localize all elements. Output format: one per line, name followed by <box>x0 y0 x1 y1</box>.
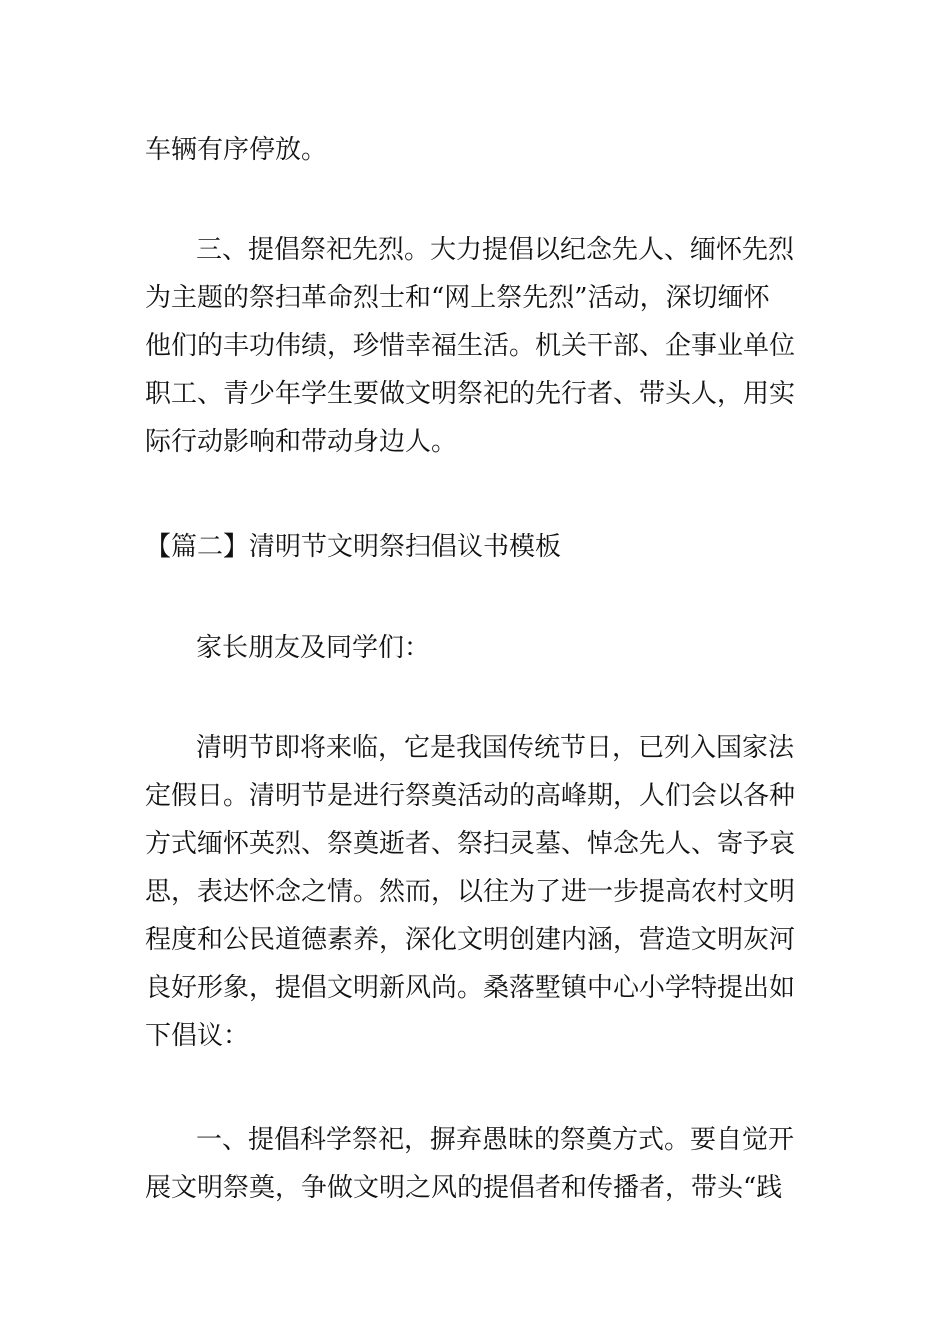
text-line: 为主题的祭扫革命烈士和“网上祭先烈”活动，深切缅怀 <box>145 283 770 313</box>
section-heading: 【篇二】清明节文明祭扫倡议书模板 <box>145 532 562 562</box>
text-line: 程度和公民道德素养，深化文明创建内涵，营造文明灰河 <box>145 925 796 955</box>
text-line: 车辆有序停放。 <box>145 135 328 165</box>
text-line: 他们的丰功伟绩，珍惜幸福生活。机关干部、企事业单位 <box>145 331 796 361</box>
text-line: 职工、青少年学生要做文明祭祀的先行者、带头人，用实 <box>145 379 796 409</box>
text-line: 定假日。清明节是进行祭奠活动的高峰期，人们会以各种 <box>145 781 796 811</box>
salutation: 家长朋友及同学们： <box>196 633 431 663</box>
paragraph-first-line: 三、提倡祭祀先烈。大力提倡以纪念先人、缅怀先烈 <box>196 235 795 265</box>
text-line: 良好形象，提倡文明新风尚。桑落墅镇中心小学特提出如 <box>145 973 796 1003</box>
text-line: 方式缅怀英烈、祭奠逝者、祭扫灵墓、悼念先人、寄予哀 <box>145 829 796 859</box>
text-line: 际行动影响和带动身边人。 <box>145 427 458 457</box>
text-line: 展文明祭奠，争做文明之风的提倡者和传播者，带头“践 <box>145 1173 783 1203</box>
text-line: 下倡议： <box>145 1021 250 1051</box>
text-line: 思，表达怀念之情。然而，以往为了进一步提高农村文明 <box>145 877 796 907</box>
paragraph-first-line: 一、提倡科学祭祀，摒弃愚昧的祭奠方式。要自觉开 <box>196 1125 795 1155</box>
paragraph-first-line: 清明节即将来临，它是我国传统节日，已列入国家法 <box>196 733 795 763</box>
